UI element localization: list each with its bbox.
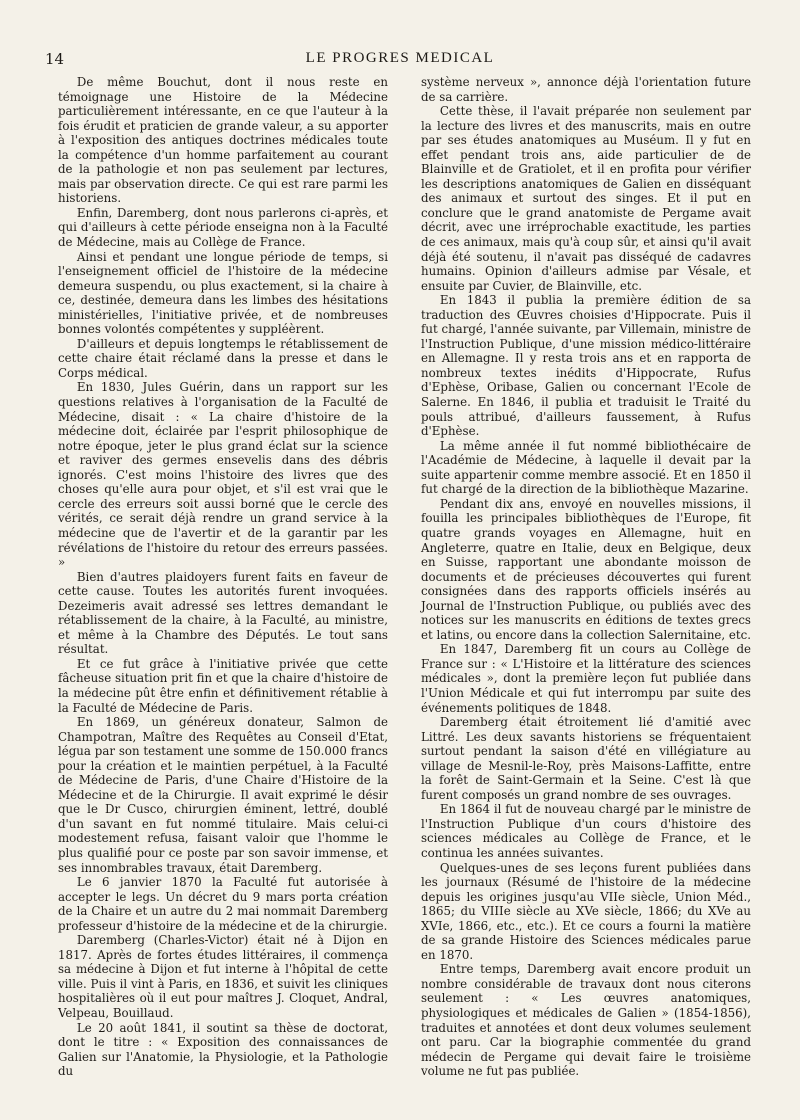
paragraph: En 1830, Jules Guérin, dans un rapport sur les questions relatives à l'organisation de la Faculté de Médecine, disait : « La chaire d'histoire de la médecine doit, éclairée par l'esprit philosophique de notre époque, jeter le plus grand éclat sur la science et raviver des germes ensevelis dans des débris ignorés. C'est moins l'histoire des livres que des choses qu'elle aura pour objet, et s'il est vrai que le cercle des erreurs soit aussi borné que le cercle des vérités, ce serait déjà rendre un grand service à la médecine que de l'avertir et de la garantir par les révélations de l'histoire du retour des erreurs passées. » — [58, 380, 388, 570]
paragraph: Daremberg était étroitement lié d'amitié avec Littré. Les deux savants historiens se fréquentaient surtout pendant la saison d'été en villégiature au village de Mesnil-le-Roy, près Maisons-Laffitte, entre la forêt de Saint-Germain et la Seine. C'est là que furent composés un grand nombre de ses ouvrages. — [421, 715, 751, 802]
paragraph: Quelques-unes de ses leçons furent publiées dans les journaux (Résumé de l'histoire de la médecine depuis les origines jusqu'au VIIe siècle, Union Méd., 1865; du VIIIe siècle au XVe siècle, 1866; du XVe au XVIe, 1866, etc., etc.). Et ce cours a fourni la matière de sa grande Histoire des Sciences médicales parue en 1870. — [421, 860, 751, 962]
paragraph: Ainsi et pendant une longue période de temps, si l'enseignement officiel de l'histoire de la médecine demeura suspendu, ou plus exactement, si la chaire à ce, destinée, demeura dans les limbes des hésitations ministérielles, l'initiative privée, et de nombreuses bonnes volontés compétentes y suppléèrent. — [58, 249, 388, 337]
paragraph: Le 20 août 1841, il soutint sa thèse de doctorat, dont le titre : « Exposition des connaissances de Galien sur l'Anatomie, la Physiologie, et la Pathologie du — [58, 1020, 388, 1079]
paragraph: En 1847, Daremberg fit un cours au Collège de France sur : « L'Histoire et la littérature des sciences médicales », dont la première leçon fut publiée dans l'Union Médicale et qui fut interrompu par suite des événements politiques de 1848. — [421, 642, 751, 715]
left-text-column — [58, 75, 388, 1079]
paragraph: De même Bouchut, dont il nous reste en témoignage une Histoire de la Médecine particulièrement intéressante, en ce que l'auteur à la fois érudit et praticien de grande valeur, a su apporter à l'exposition des antiques doctrines médicales toute la compétence d'un homme parfaitement au courant de la pathologie et non pas seulement par lectures, mais par observation directe. Ce qui est rare parmi les historiens. — [58, 75, 388, 206]
paragraph: En 1864 il fut de nouveau chargé par le ministre de l'Instruction Publique d'un cours d'histoire des sciences médicales au Collège de France, et le continua les années suivantes. — [421, 802, 751, 860]
paragraph: Entre temps, Daremberg avait encore produit un nombre considérable de travaux dont nous citerons seulement : « Les œuvres anatomiques, physiologiques et médicales de Galien » (1854-1856), traduites et annotées et dont deux volumes seulement ont paru. Car la biographie commentée du grand médecin de Pergame qui devait faire le troisième volume ne fut pas publiée. — [421, 962, 751, 1079]
paragraph: Et ce fut grâce à l'initiative privée que cette fâcheuse situation prit fin et que la chaire d'histoire de la médecine pût être enfin et définitivement rétablie à la Faculté de Médecine de Paris. — [58, 656, 388, 715]
paragraph: Daremberg (Charles-Victor) était né à Dijon en 1817. Après de fortes études littéraires, il commença sa médecine à Dijon et fut interne à l'hôpital de cette ville. Puis il vint à Paris, en 1836, et suivit les cliniques hospitalières où il eut pour maîtres J. Cloquet, Andral, Velpeau, Bouillaud. — [58, 933, 388, 1020]
paragraph-continued: système nerveux », annonce déjà l'orientation future de sa carrière. — [421, 75, 751, 104]
journal-title: LE PROGRES MEDICAL — [305, 50, 495, 66]
paragraph: Cette thèse, il l'avait préparée non seulement par la lecture des livres et des manuscrits, mais en outre par ses études anatomiques au Muséum. Il y fut en effet pendant trois ans, aide particulier de de Blainville et de Gratiolet, et il en profita pour vérifier les descriptions anatomiques de Galien en disséquant des animaux et surtout des singes. Et il put en conclure que le grand anatomiste de Pergame avait décrit, avec une irréprochable exactitude, les parties de ces animaux, mais qu'à coup sûr, et ainsi qu'il avait déjà été soutenu, il n'avait pas disséqué de cadavres humains. Opinion d'ailleurs admise par Vésale, et ensuite par Cuvier, de Blainville, etc. — [421, 104, 751, 293]
paragraph: D'ailleurs et depuis longtemps le rétablissement de cette chaire était réclamé dans la presse et dans le Corps médical. — [58, 336, 388, 380]
paragraph: Bien d'autres plaidoyers furent faits en faveur de cette cause. Toutes les autorités furent invoquées. Dezeimeris avait adressé ses lettres demandant le rétablissement de la chaire, à la Faculté, au ministre, et même à la Chambre des Députés. Le tout sans résultat. — [58, 569, 388, 657]
paragraph: Enfin, Daremberg, dont nous parlerons ci-après, et qui d'ailleurs à cette période enseigna non à la Faculté de Médecine, mais au Collège de France. — [58, 205, 388, 250]
paragraph: Pendant dix ans, envoyé en nouvelles missions, il fouilla les principales bibliothèques de l'Europe, fit quatre grands voyages en Allemagne, huit en Angleterre, quatre en Italie, deux en Belgique, deux en Suisse, rapportant une abondante moisson de documents et de précieuses découvertes qui furent consignées dans des rapports officiels insérés au Journal de l'Instruction Publique, ou publiés avec des notices sur les manuscrits en éditions de textes grecs et latins, ou encore dans la collection Salernitaine, etc. — [421, 496, 751, 642]
page-number: 14 — [45, 50, 65, 68]
page-header — [45, 50, 755, 72]
right-text-column — [421, 75, 751, 1079]
paragraph: La même année il fut nommé bibliothécaire de l'Académie de Médecine, à laquelle il devait par la suite appartenir comme membre associé. Et en 1850 il fut chargé de la direction de la bibliothèque Mazarine. — [421, 438, 751, 497]
paragraph: En 1843 il publia la première édition de sa traduction des Œuvres choisies d'Hippocrate. Puis il fut chargé, l'année suivante, par Villemain, ministre de l'Instruction Publique, d'une mission médico-littéraire en Allemagne. Il y resta trois ans et en rapporta de nombreux textes inédits d'Hippocrate, Rufus d'Ephèse, Oribase, Galien ou concernant l'Ecole de Salerne. En 1846, il publia et traduisit le Traité du pouls attribué, d'ailleurs faussement, à Rufus d'Ephèse. — [421, 293, 751, 439]
paragraph: Le 6 janvier 1870 la Faculté fut autorisée à accepter le legs. Un décret du 9 mars porta création de la Chaire et un autre du 2 mai nommait Daremberg professeur d'histoire de la médecine et de la chirurgie. — [58, 875, 388, 933]
paragraph: En 1869, un généreux donateur, Salmon de Champotran, Maître des Requêtes au Conseil d'Etat, légua par son testament une somme de 150.000 francs pour la création et le maintien perpétuel, à la Faculté de Médecine de Paris, d'une Chaire d'Histoire de la Médecine et de la Chirurgie. Il avait exprimé le désir que le Dr Cusco, chirurgien éminent, lettré, doublé d'un savant en fut nommé titulaire. Mais celui-ci modestement refusa, faisant valoir que l'homme le plus qualifié pour ce poste par son savoir immense, et ses innombrables travaux, était Daremberg. — [58, 715, 388, 875]
